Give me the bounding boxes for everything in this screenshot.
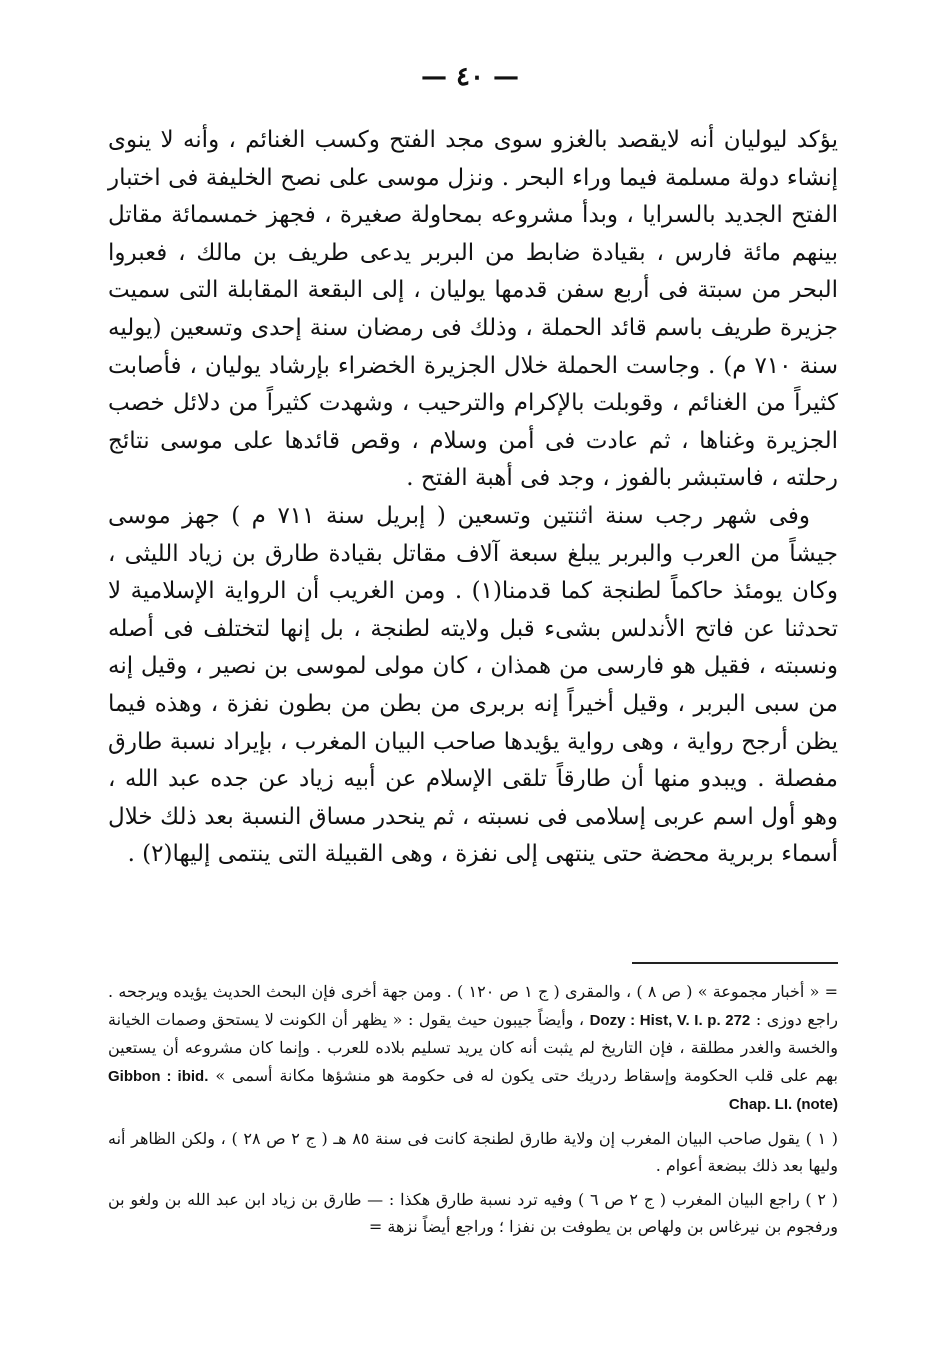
footnote-continuation-text-2: ، وأيضاً جيبون حيث يقول : « يظهر أن الكونت لا يستحق وصمات الخيانة والخسة والغدر مطلقة ، فإن التاريخ لم يثبت أنه كان يريد تسليم بلاده للعرب . وإنما كان مشروعه أن يستعين بهم على قلب الحكومة وإسقاط ردريك حتى يكون له فى حكومة هو منشؤها مكانة أسمى »	[108, 1009, 838, 1085]
paragraph-1: يؤكد ليوليان أنه لايقصد بالغزو سوى مجد الفتح وكسب الغنائم ، وأنه لا ينوى إنشاء دولة مسلمة فيما وراء البحر . ونزل موسى على نصح الخليفة فى اختبار الفتح الجديد بالسرايا ، وبدأ مشروعه بمحاولة صغيرة ، فجهز خمسمائة مقاتل بينهم مائة فارس ، بقيادة ضابط من البربر يدعى طريف بن مالك ، فعبروا البحر من سبتة فى أربع سفن قدمها يوليان ، إلى البقعة المقابلة التى سميت جزيرة طريف باسم قائد الحملة ، وذلك فى رمضان سنة إحدى وتسعين (يوليه سنة ٧١٠ م) . وجاست الحملة خلال الجزيرة الخضراء بإرشاد يوليان ، فأصابت كثيراً من الغنائم ، وقوبلت بالإكرام والترحيب ، وشهدت كثيراً من دلائل خصب الجزيرة وغناها ، ثم عادت فى أمن وسلام ، وقص قائدها على موسى نتائج رحلته ، فاستبشر بالفوز ، وجد فى أهبة الفتح .	[108, 127, 838, 492]
page-number: — ٤٠ —	[420, 62, 520, 92]
footnote-2: ( ٢ ) راجع البيان المغرب ( ج ٢ ص ٦ ) وفيه ترد نسبة طارق هكذا : — طارق بن زياد ابن عبد الله بن ولغو بن ورفجوم بن نيرغاس بن ولهاص بن يطوفت بن نفزا ؛ وراجع أيضاً نزهة =	[108, 1189, 839, 1236]
dozy-reference: Dozy : Hist, V. I. p. 272	[589, 1011, 751, 1029]
footnote-continuation-text-1: = « أخبار مجموعة » ( ص ٨ ) ، والمقرى ( ج ١ ص ١٢٠ ) . ومن جهة أخرى فإن البحث الحديث يؤيده ويرجحه . راجع دوزى :	[108, 982, 839, 1029]
main-text	[108, 122, 838, 874]
footnote-1: ( ١ ) يقول صاحب البيان المغرب إن ولاية طارق لطنجة كانت فى سنة ٨٥ هـ ( ج ٢ ص ٢٨ ) ، ولكن الظاهر أنه وليها بعد ذلك ببضعة أعوام .	[108, 1128, 839, 1175]
gibbon-reference: Gibbon : ibid. Chap. LI. (note)	[108, 1067, 838, 1113]
footnotes	[108, 978, 838, 1247]
footnote-separator	[632, 962, 838, 964]
paragraph-2: وفى شهر رجب سنة اثنتين وتسعين ( إبريل سنة ٧١١ م ) جهز موسى جيشاً من العرب والبربر يبلغ سبعة آلاف مقاتل بقيادة طارق بن زياد الليثى ، وكان يومئذ حاكماً لطنجة كما قدمنا(١) . ومن الغريب أن الرواية الإسلامية لا تحدثنا عن فاتح الأندلس بشىء قبل ولايته لطنجة ، بل إنها لتختلف فى أصله ونسبته ، فقيل هو فارسى من همذان ، كان مولى لموسى بن نصير ، وقيل إنه من سبى البربر ، وقيل أخيراً إنه بربرى من بطن من بطون نفزة ، وهذه فيما يظن أرجح رواية ، وهى رواية يؤيدها صاحب البيان المغرب ، بإيراد نسبة طارق مفصلة . ويبدو منها أن طارقاً تلقى الإسلام عن أبيه زياد عن جده عبد الله ، وهو أول اسم عربى إسلامى فى نسبته ، ثم ينحدر مساق النسبة بعد ذلك خلال أسماء بربرية محضة حتى ينتهى إلى نفزة ، وهى القبيلة التى ينتمى إليها(٢) .	[108, 502, 838, 868]
footnote-continuation	[108, 978, 838, 1119]
